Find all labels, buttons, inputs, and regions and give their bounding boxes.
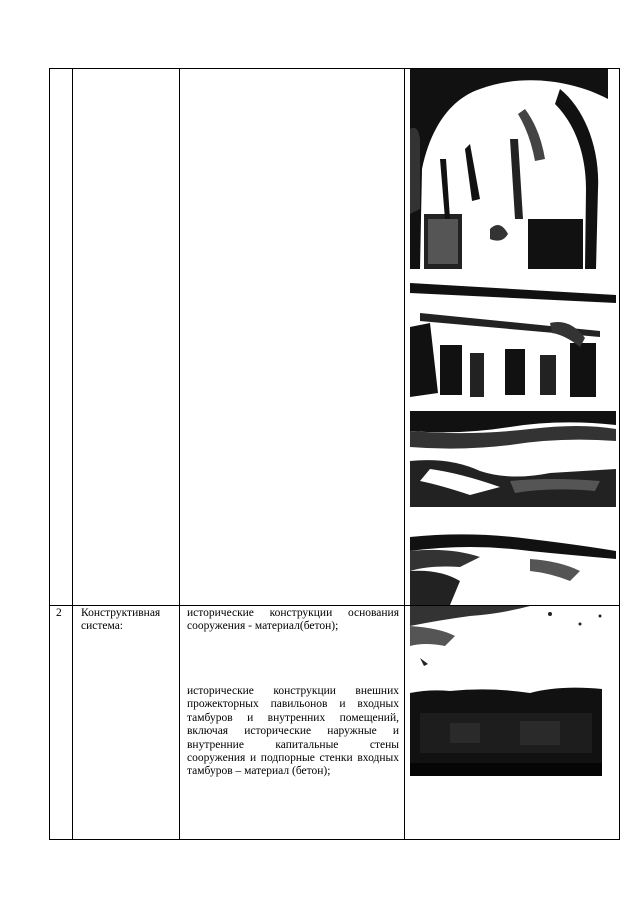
photo-4 xyxy=(410,521,616,605)
photo-1 xyxy=(410,69,608,269)
document-table xyxy=(49,68,620,840)
column-divider xyxy=(179,69,180,839)
row-paragraph: исторические конструкции внешних прожекторных павильонов и входных тамбуров и внутренних помещений, включая исторические наружные и внутренние капитальные стены сооружения и подпорные стенки входных тамбуров – материал (бетон); xyxy=(187,685,399,778)
photo-3 xyxy=(410,411,616,507)
row-number: 2 xyxy=(56,607,62,619)
column-divider xyxy=(72,69,73,839)
row-title: Конструктивная система: xyxy=(81,607,161,633)
column-divider xyxy=(404,69,405,839)
photo-2 xyxy=(410,283,616,397)
row-paragraph: исторические конструкции основания сооружения - материал(бетон); xyxy=(187,607,399,633)
photo-6 xyxy=(410,683,602,776)
photo-5 xyxy=(410,606,616,674)
